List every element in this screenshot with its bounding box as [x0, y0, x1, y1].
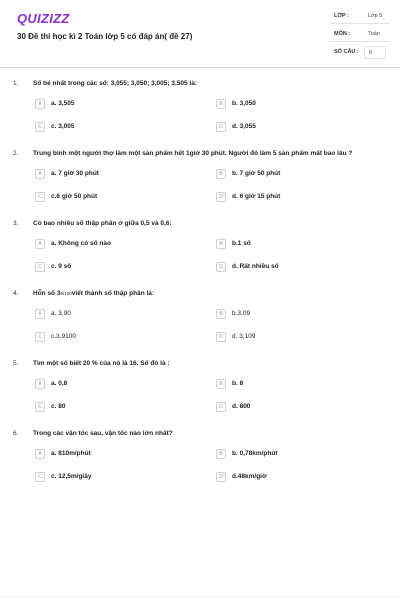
option-text: c.3,9100: [51, 333, 76, 340]
meta-count-label: SỐ CÂU :: [334, 49, 359, 55]
option-text: b.3,09: [232, 310, 251, 317]
question-text: Số bé nhất trong các số: 3,055; 3,050; 3,005; 3,505 là:: [33, 80, 198, 87]
option-text: a. 3,505: [51, 100, 75, 107]
option-text: d. 3,055: [232, 123, 256, 130]
option-text: c. 12,5m/giây: [51, 473, 92, 480]
option-text: b. 0,78km/phút: [232, 450, 278, 457]
option-text: d.48km/giờ: [232, 473, 267, 480]
option-key-d: D: [216, 332, 226, 342]
option-text: b.1 số: [232, 240, 251, 247]
meta-class-row: [330, 10, 390, 24]
question-text: Có bao nhiêu số thập phân ở giữa 0,5 và 0,6:: [33, 220, 172, 227]
option-key-c: C: [35, 192, 45, 202]
option-key-b: B: [216, 379, 226, 389]
option-text: d. 800: [232, 403, 251, 410]
option-text: a. 7 giờ 30 phút: [51, 170, 99, 177]
option-key-d: D: [216, 262, 226, 272]
meta-subject-row: [330, 28, 390, 42]
option-text: d. 3,109: [232, 333, 256, 340]
meta-count-row: [330, 46, 390, 60]
question-text: Trong các vận tốc sau, vận tốc nào lớn nhất?: [33, 430, 173, 437]
question-number: 1.: [13, 80, 19, 87]
option-key-c: C: [35, 262, 45, 272]
option-key-b: B: [216, 309, 226, 319]
option-key-c: C: [35, 472, 45, 482]
option-key-a: A: [35, 449, 45, 459]
option-key-c: C: [35, 402, 45, 412]
option-key-d: D: [216, 192, 226, 202]
meta-class-value: Lớp 5: [368, 13, 383, 19]
option-key-a: A: [35, 379, 45, 389]
option-text: c. 80: [51, 403, 66, 410]
meta-subject-value: Toán: [368, 31, 380, 37]
question-text: [33, 290, 154, 297]
question-text-after: viết thành số thập phân là:: [71, 290, 155, 297]
question-text-before: Hỗn số 3: [33, 290, 61, 297]
option-key-d: D: [216, 122, 226, 132]
option-text: a. Không có số nào: [51, 240, 111, 247]
option-text: c.6 giờ 50 phút: [51, 193, 98, 200]
option-key-b: B: [216, 99, 226, 109]
option-key-a: A: [35, 99, 45, 109]
option-text: a. 810m/phút: [51, 450, 91, 457]
worksheet-title: 30 Đề thi học kì 2 Toán lớp 5 có đáp án( đề 27): [17, 32, 193, 41]
question-number: 3.: [13, 220, 19, 227]
option-key-b: B: [216, 169, 226, 179]
option-key-a: A: [35, 239, 45, 249]
option-key-b: B: [216, 239, 226, 249]
option-text: c. 3,005: [51, 123, 75, 130]
option-key-c: C: [35, 332, 45, 342]
option-key-d: D: [216, 402, 226, 412]
option-text: a. 3,90: [51, 310, 71, 317]
option-key-c: C: [35, 122, 45, 132]
mixed-number-fraction: 9/100: [60, 290, 72, 296]
page-bottom-divider: [0, 596, 400, 597]
option-key-a: A: [35, 169, 45, 179]
meta-count-value: 6: [364, 46, 386, 59]
meta-subject-label: MÔN :: [334, 31, 351, 37]
option-text: d. 6 giờ 15 phút: [232, 193, 281, 200]
worksheet-meta: [330, 10, 390, 64]
option-key-d: D: [216, 472, 226, 482]
option-text: d. Rất nhiều số: [232, 263, 279, 270]
question-text: Tìm một số biết 20 % của nó là 16. Số đó là :: [33, 360, 170, 367]
option-text: b. 8: [232, 380, 244, 387]
question-number: 4.: [13, 290, 19, 297]
question-number: 2.: [13, 150, 19, 157]
option-text: b. 7 giờ 50 phút: [232, 170, 281, 177]
option-key-b: B: [216, 449, 226, 459]
question-text: Trung bình một người thợ làm một sản phẩm hết 1giờ 30 phút. Người đó làm 5 sản phẩm mất bao lâu ?: [33, 150, 353, 157]
question-number: 5.: [13, 360, 19, 367]
question-number: 6.: [13, 430, 19, 437]
quizizz-logo: QUIZIZZ: [17, 11, 70, 26]
meta-class-label: LỚP :: [334, 13, 349, 19]
option-text: c. 9 số: [51, 263, 72, 270]
option-text: b. 3,050: [232, 100, 256, 107]
option-text: a. 0,8: [51, 380, 68, 387]
worksheet-header: [0, 0, 400, 68]
option-key-a: A: [35, 309, 45, 319]
